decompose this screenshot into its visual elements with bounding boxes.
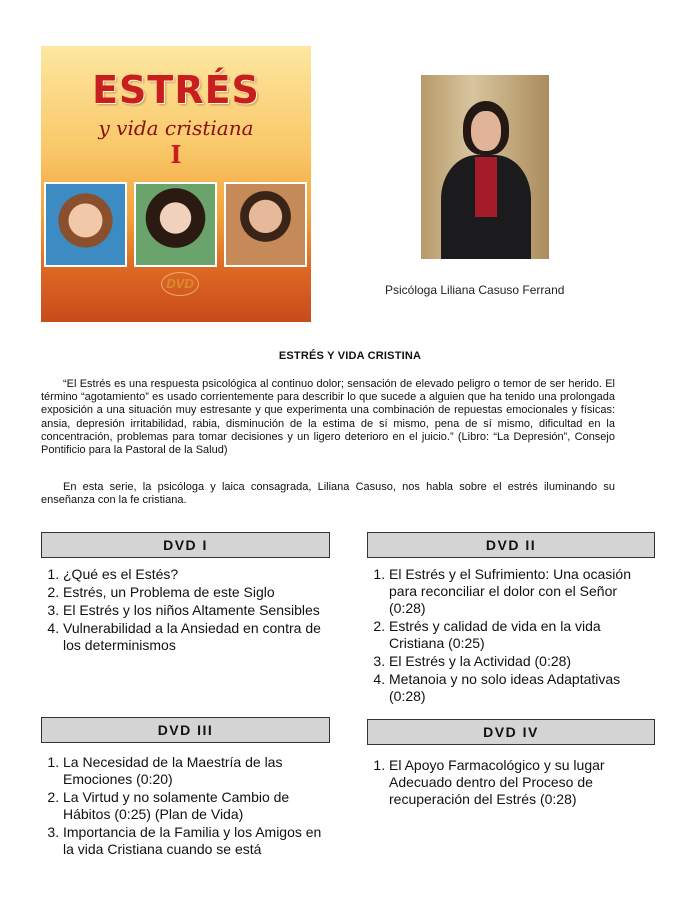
list-item: 4. Metanoia y no solo ideas Adaptativas (0:28) (389, 671, 657, 705)
cover-title: ESTRÉS (92, 68, 260, 112)
list-item: 1. El Estrés y el Sufrimiento: Una ocasión para reconciliar el dolor con el Señor (0:28) (389, 566, 657, 617)
article-paragraph-quote: “El Estrés es una respuesta psicológica al continuo dolor; sensación de elevado peligro o temor de ser herido. El término “agotamiento” es usado corrientemente para describir lo que sucede a alguien que ha tenido una prolongada exposición a una situación muy estresante y que experimenta una combinación de repuestas emocionales y físicas: ansia, depresión irritabilidad, rabia, disminución de la estima de sí mismo, pena de sí mismo, dificultad en la concentración, problemas para tomar decisiones y un ligero deterioro en el juicio.” (Libro: “La Depresión”, Consejo Pontificio para la Pastoral de la Salud) (41, 378, 615, 457)
cover-photo-girl (44, 182, 127, 267)
article-heading: ESTRÉS Y VIDA CRISTINA (278, 350, 422, 362)
dvd-logo-icon: DVD (161, 272, 199, 296)
article-paragraph-intro: En esta serie, la psicóloga y laica consagrada, Liliana Casuso, nos habla sobre el estrés iluminando su enseñanza con la fe cristiana. (41, 481, 615, 507)
cover-subtitle: y vida cristiana (98, 116, 254, 140)
dvd-1-header: DVD I (41, 532, 330, 558)
list-item: 3. El Estrés y los niños Altamente Sensibles (63, 602, 331, 619)
list-item: 2. Estrés, un Problema de este Siglo (63, 584, 331, 601)
dvd-1-list (41, 566, 331, 655)
dvd-4-list (367, 757, 649, 809)
list-item: 2. La Virtud y no solamente Cambio de Hábitos (0:25) (Plan de Vida) (63, 789, 333, 823)
dvd-2-header: DVD II (367, 532, 655, 558)
cover-volume: I (170, 140, 182, 169)
dvd-2-list (367, 566, 657, 706)
list-item: 1. ¿Qué es el Estés? (63, 566, 331, 583)
author-caption: Psicóloga Liliana Casuso Ferrand (385, 283, 565, 297)
dvd-3-list (41, 754, 333, 859)
list-item: 1. La Necesidad de la Maestría de las Emociones (0:20) (63, 754, 333, 788)
list-item: 3. El Estrés y la Actividad (0:28) (389, 653, 657, 670)
dvd-3-header: DVD III (41, 717, 330, 743)
list-item: 3. Importancia de la Familia y los Amigos en la vida Cristiana cuando se está (63, 824, 333, 858)
dvd-cover-image (41, 46, 311, 322)
author-photo (421, 75, 549, 259)
list-item: 2. Estrés y calidad de vida en la vida Cristiana (0:25) (389, 618, 657, 652)
cover-photo-elder (224, 182, 307, 267)
author-photo-face (471, 111, 501, 151)
dvd-4-header: DVD IV (367, 719, 655, 745)
author-photo-scarf (475, 157, 497, 217)
list-item: 1. El Apoyo Farmacológico y su lugar Adecuado dentro del Proceso de recuperación del Estrés (0:28) (389, 757, 649, 808)
list-item: 4. Vulnerabilidad a la Ansiedad en contra de los determinismos (63, 620, 331, 654)
cover-photo-woman (134, 182, 217, 267)
